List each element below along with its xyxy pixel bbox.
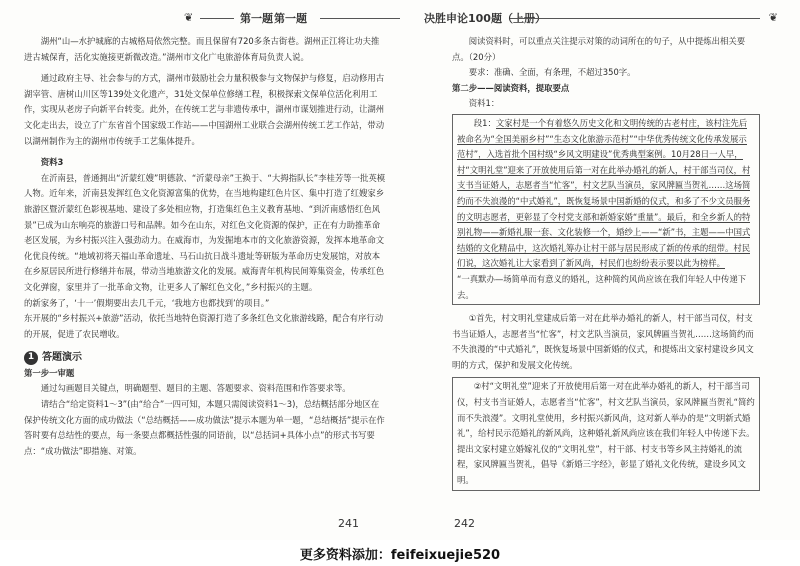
- paragraph-label: 段1：: [473, 117, 496, 128]
- material-tail: “一真默办—场简单而有意义的婚礼，这种简约风尚应该在我们年轻人中传递下去。: [457, 273, 747, 300]
- step-text: 通过勾画题目关键点，明确题型、题目的主题、答题要求、资料范围和作答要求等。: [40, 383, 351, 394]
- section-title: [24, 350, 386, 366]
- material-title: 资料3: [40, 157, 64, 168]
- left-header: [184, 10, 386, 26]
- header-ornament-icon: ❦: [768, 11, 778, 24]
- header-rule: [320, 18, 401, 19]
- header-question-label: 第一题: [240, 12, 273, 25]
- step-title: 第一步一审题: [24, 367, 75, 378]
- step-title: 第二步——阅读资料，提取要点: [452, 82, 570, 93]
- left-page: [0, 0, 401, 540]
- right-body: [452, 34, 760, 493]
- answer-box: [452, 377, 760, 490]
- section-number-badge: 1: [24, 351, 38, 365]
- header-ornament-icon: ❦: [184, 11, 194, 24]
- step-text: 请结合“给定资料1～3”(由“给合”一四可知，本题只需阅读资料1～3)，总结概括部分地区在保护传统文化方面的成功做法（“总结概括——成功做法”提示本题为单一题，“总结概括”提示在作答时要有总结性的要点，每一条要点都概括性强的同语前，以“总括词+具体小点”的形式书写要点：“成功做法”即措施、对策。: [24, 399, 385, 456]
- material-text: 的新家务了，‘十一’假期要出去几千元，‘我地方也都找到’的项目。”: [24, 297, 270, 308]
- answer-paragraph: ②村“文明礼堂”迎来了开放使用后第一对在此举办婚礼的新人，村干部当司仪，村支书当证婚人，志愿者当“忙客”，村文艺队当演员，家风牌匾当贺礼“简约而不失浪漫”。文明礼堂使用，乡村振兴新风尚，这对新人举办的是“文明新式婚礼”，给村民示范婚礼的新风尚，这种婚礼新风尚应该在我们年轻人中传递下去。提出文家村建立婚嫁礼仪的“文明礼堂”，村干部、村支书等乡风主持婚礼的流程，家风牌匾当贺礼，倡导《新婚三字经》，彰显了婚礼文化传统，建设乡风文明。: [457, 381, 755, 486]
- paragraph: 阅读资料时，可以重点关注提示对策的动词所在的句子，从中提炼出相关要点。（20分）: [452, 36, 746, 62]
- material-paragraph: [457, 116, 755, 272]
- quoted-material-box: [452, 114, 760, 305]
- material-text: 在沂南县，普通拥出“沂蒙红嫂”明德款、“沂蒙母亲”王换于、“大拇指队长”李桂芳等一批英模人物。近年来，沂南县发挥红色文化资源富集的优势，在当地构建红色片区、集中打造了红嫂家乡旅游区暨沂蒙红色影视基地、建设了多处相应物，打造集红色主义教育基地、“到沂南感悟红色风景”已成为山东响亮的旅游口号和品牌。如今在山东，对红色文化资源的保护，正在有力助推革命老区发展，为乡村振兴注入强劲动力。在威海市，为发掘地本市的文化旅游资源，发挥本地革命文化优良传统。“地域初将天福山革命遗址、马石山抗日战斗遗址等研版为革命历史发展馆，对放本在乡原居民所进行修缮并布展，带动当地旅游文化的发展。威海青年机构民间筹集资金，传承红色文化弹窗，家里并了一批革命文物，让更多人了解红色文化，”乡村振兴的主题。: [24, 172, 386, 292]
- page-number: 241: [338, 517, 359, 530]
- section-title-text: 答题演示: [42, 352, 82, 364]
- paragraph: 湖州“山—水护城廊的古城格局依然完整。而且保留有720多条古街巷。湖州正江将让功夫推进古城保育，活化实施接更新微改造。”湖州市文化广电旅游体育局负责人说。: [24, 36, 380, 62]
- material-text: 文家村是一个有着悠久历史文化和文明传统的古老村庄，该村注先后被命名为“全国美丽乡村”“生态文化旅游示范村”“中华优秀传统文化传承发展示范村”，入选首批个国村级“乡风文明建设”优秀典型案例。10月28日一人早，村“文明礼堂”迎来了开放使用后第一对在此举办婚礼的新人，村干部当司仪，村支书当证婚人，志愿者当“忙客”，村文艺队当演员，家风牌匾当贺礼……这场简约而不失浪漫的“中式婚礼”，既恢复场景中国新婚的仪式，和多了不少文员服务的文明志愿者，更彰显了令村党支部和新婚家婚“重量”。最后，和全乡新人的特别礼物——新婚礼服一套、文化装修一个，婚纱上——“新”书，主题——中国式结婚的文化精品中，这次婚礼筹办让村干部与居民形成了新的传承的纽带。村民们说，这次婚礼让大家看到了新风尚，村民们也纷纷表示要以此为榜样。: [457, 117, 751, 269]
- footer-promo-text: 更多资料添加：feifeixuejie520: [299, 548, 501, 563]
- paragraph: 通过政府主导、社会参与的方式，湖州市鼓励社会力量积极参与文物保护与修复，启动修用古湖宰管、唐树山川区等139处文化遗产，31处文保单位修缮工程，积极探索文保单位活化利用工作，实现从老房子向新平台转变。此外，在传统工艺与非遗传承中，湖州市谋划推进行动，让湖州文化走出去，设立了广东省首个国家级工作站——中国湖州工业联合会湖州传统工艺工作站，带动以湖州制作为主的湖州市传统手工艺集体提升。: [24, 73, 385, 146]
- material-text: 东开展的“乡村振兴+旅游”活动，依托当地特色资源打造了多条红色文化旅游线路，配合有序行动的开展，促进了农民增收。: [24, 313, 384, 339]
- answer-paragraph: ①首先，村文明礼堂建成后第一对在此举办婚礼的新人，村干部当司仪，村支书当证婚人，志愿者当“忙客”，村文艺队当演员，家风牌匾当贺礼……这场简约而不失浪漫的“中式婚礼”，既恢复场景中国新婚的仪式，和提炼出文家村建设乡风文明的方式，保护和发展文化传统。: [452, 313, 754, 370]
- left-body: [24, 34, 386, 459]
- right-page: [400, 0, 800, 540]
- header-book-title: 决胜申论100题（上册）: [424, 12, 546, 25]
- material-title: 资料1：: [468, 98, 500, 109]
- header-question-label-2: 第一题: [274, 12, 307, 25]
- page-number: 242: [454, 517, 475, 530]
- header-rule: [510, 18, 760, 19]
- right-header: [424, 10, 778, 26]
- requirement: 要求：准确、全面，有条理，不超过350字。: [468, 67, 636, 78]
- header-rule: [200, 18, 234, 19]
